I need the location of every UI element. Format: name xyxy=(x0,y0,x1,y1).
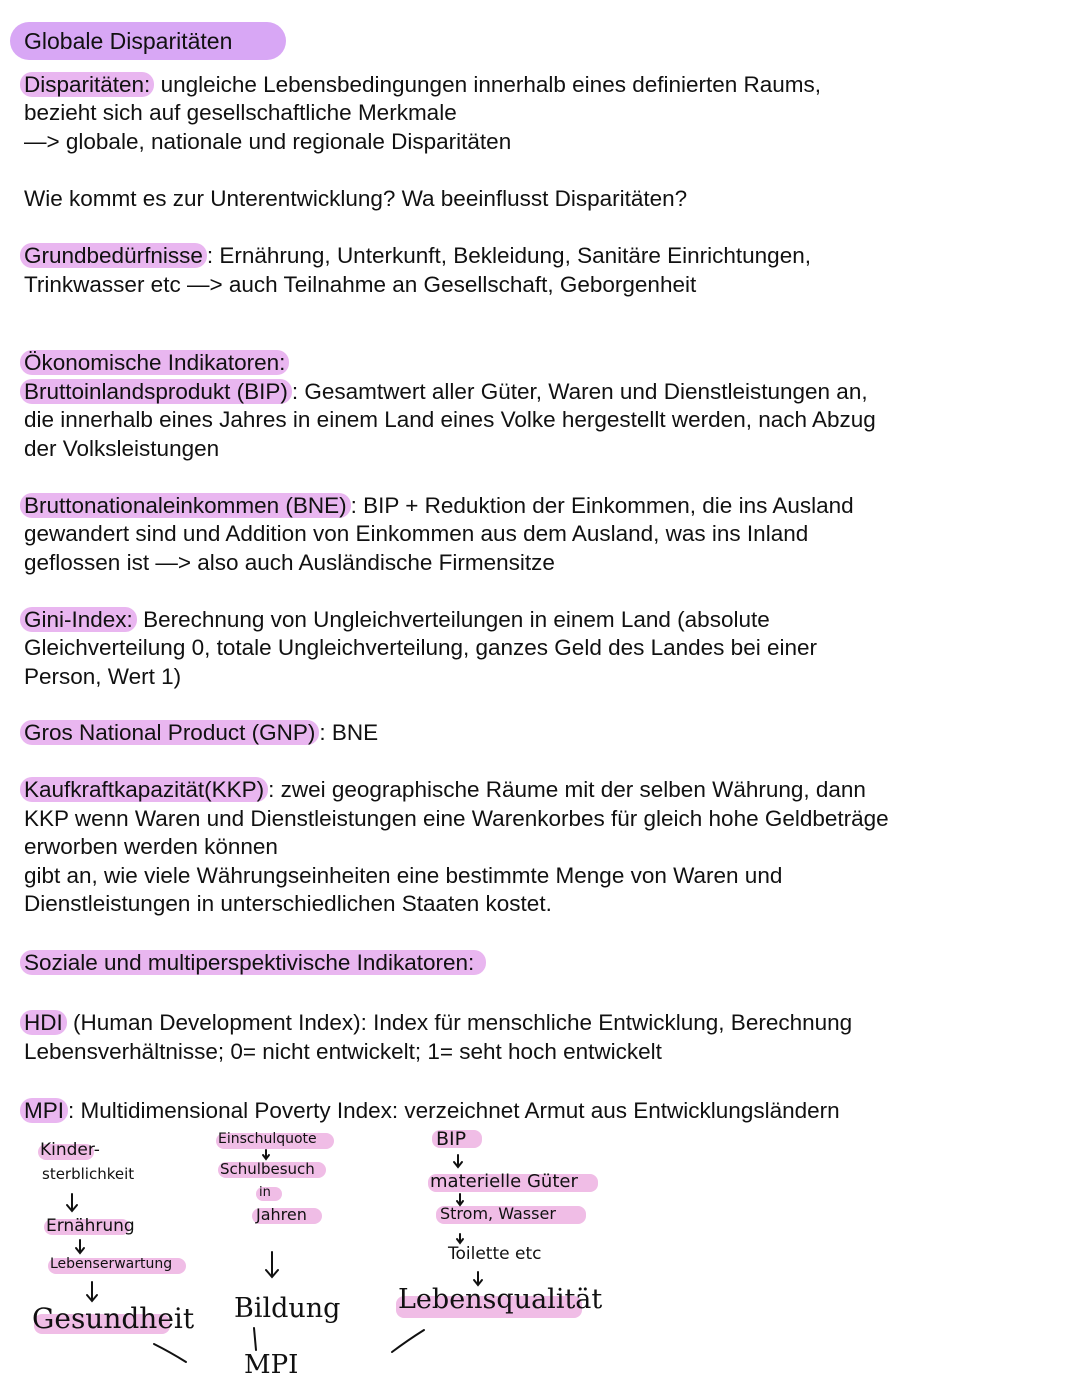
definition-bip: Bruttoinlandsprodukt (BIP) : Gesamtwert aller Güter, Waren und Dienstleistungen an, xyxy=(24,377,868,406)
sketch-bildung: Bildung xyxy=(234,1293,341,1324)
text-line: KKP wenn Waren und Dienstleistungen eine Warenkorbes für gleich hohe Geldbeträge xyxy=(24,806,889,831)
text-line: Lebensverhältnisse; 0= nicht entwickelt; 1= seht hoch entwickelt xyxy=(24,1039,662,1064)
text-line: Person, Wert 1) xyxy=(24,664,182,689)
sketch-materielle-gueter: materielle Güter xyxy=(430,1171,578,1192)
definition-mpi: MPI : Multidimensional Poverty Index: verzeichnet Armut aus Entwicklungsländern xyxy=(24,1096,840,1125)
term-kkp: Kaufkraftkapazität(KKP) xyxy=(20,777,268,802)
term-hdi: HDI xyxy=(20,1010,67,1035)
heading-soziale-indikatoren: Soziale und multiperspektivische Indikatoren: xyxy=(24,948,486,977)
term-gini-index: Gini-Index: xyxy=(20,607,137,632)
sketch-lebensqualitaet: Lebensqualität xyxy=(398,1284,603,1315)
sketch-bip: BIP xyxy=(436,1128,467,1150)
definition-kkp: Kaufkraftkapazität(KKP) : zwei geographische Räume mit der selben Währung, dann xyxy=(24,775,866,804)
text-line: die innerhalb eines Jahres in einem Land eines Volke hergestellt werden, nach Abzug xyxy=(24,407,876,432)
text-line: —> globale, nationale und regionale Disparitäten xyxy=(24,129,512,154)
sketch-sterblichkeit: sterblichkeit xyxy=(42,1165,135,1183)
heading-oekonomische-indikatoren: Ökonomische Indikatoren: xyxy=(24,348,289,377)
term-grundbeduerfnisse: Grundbedürfnisse xyxy=(20,243,207,268)
definition-gini-index: Gini-Index: Berechnung von Ungleichverteilungen in einem Land (absolute xyxy=(24,605,770,634)
sketch-mpi: MPI xyxy=(244,1350,299,1380)
page-title: Globale Disparitäten xyxy=(10,22,286,60)
term-mpi: MPI xyxy=(20,1098,68,1123)
sketch-kinder: Kinder- xyxy=(40,1140,100,1160)
text-line: gibt an, wie viele Währungseinheiten eine bestimmte Menge von Waren und xyxy=(24,863,783,888)
text-line: bezieht sich auf gesellschaftliche Merkmale xyxy=(24,100,457,125)
sketch-ernaehrung: Ernährung xyxy=(46,1216,135,1236)
definition-disparitaeten: Disparitäten: ungleiche Lebensbedingungen innerhalb eines definierten Raums, xyxy=(24,70,821,99)
text-line: geflossen ist —> also auch Ausländische Firmensitze xyxy=(24,550,555,575)
sketch-in: in xyxy=(259,1185,271,1200)
question-line: Wie kommt es zur Unterentwicklung? Wa beeinflusst Disparitäten? xyxy=(24,186,688,211)
text-line: gewandert sind und Addition von Einkommen aus dem Ausland, was ins Inland xyxy=(24,521,809,546)
text-line: Trinkwasser etc —> auch Teilnahme an Gesellschaft, Geborgenheit xyxy=(24,272,697,297)
definition-grundbeduerfnisse: Grundbedürfnisse : Ernährung, Unterkunft, Bekleidung, Sanitäre Einrichtungen, xyxy=(24,241,811,270)
text-line: erworben werden können xyxy=(24,834,278,859)
term-gnp: Gros National Product (GNP) xyxy=(20,720,319,745)
term-disparitaeten: Disparitäten: xyxy=(20,72,154,97)
term-bip: Bruttoinlandsprodukt (BIP) xyxy=(20,379,292,404)
sketch-strom-wasser: Strom, Wasser xyxy=(440,1204,556,1223)
sketch-gesundheit: Gesundheit xyxy=(32,1302,195,1335)
sketch-einschulquote: Einschulquote xyxy=(218,1131,317,1147)
sketch-lebenserwartung: Lebenserwartung xyxy=(50,1256,173,1272)
term-bne: Bruttonationaleinkommen (BNE) xyxy=(20,493,351,518)
definition-gnp: Gros National Product (GNP) : BNE xyxy=(24,718,378,747)
text-line: der Volksleistungen xyxy=(24,436,220,461)
sketch-toilette: Toilette etc xyxy=(448,1244,542,1264)
definition-hdi: HDI (Human Development Index): Index für menschliche Entwicklung, Berechnung xyxy=(24,1008,852,1037)
text-line: Dienstleistungen in unterschiedlichen Staaten kostet. xyxy=(24,891,552,916)
sketch-jahren: Jahren xyxy=(256,1205,307,1224)
definition-bne: Bruttonationaleinkommen (BNE) : BIP + Reduktion der Einkommen, die ins Ausland xyxy=(24,491,854,520)
sketch-schulbesuch: Schulbesuch xyxy=(220,1160,315,1178)
text-line: Gleichverteilung 0, totale Ungleichverteilung, ganzes Geld des Landes bei einer xyxy=(24,635,817,660)
